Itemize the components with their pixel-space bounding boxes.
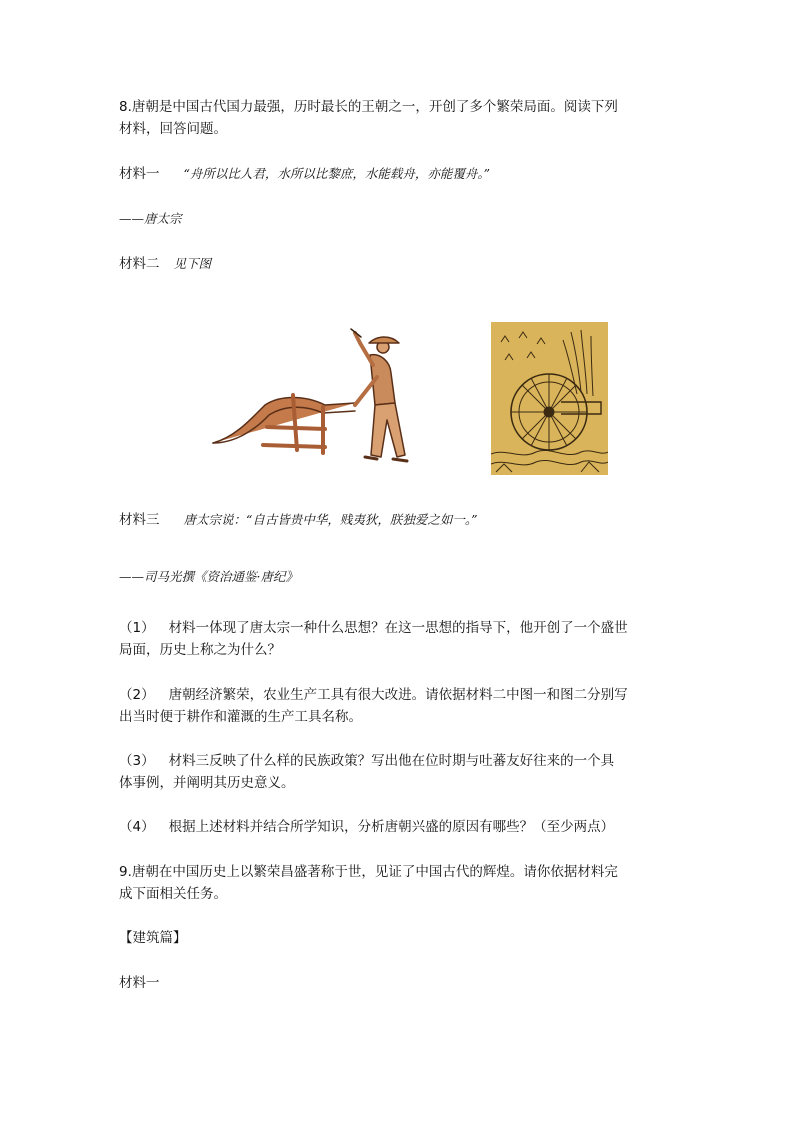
curved-plow-farmer-icon [205,325,425,470]
sub-question-2-number: （2） [119,687,155,703]
sub-question-3-line2: 体事例，并阐明其历史意义。 [119,775,295,791]
section-heading: 【建筑篇】 [119,930,187,946]
material-1-quote: “舟所以比人君，水所以比黎庶，水能载舟，亦能覆舟。” [183,166,491,181]
q9-stem-line2: 成下面相关任务。 [119,886,227,902]
sub-question-2-text: 唐朝经济繁荣，农业生产工具有很大改进。请依据材料二中图一和图二分别写 [168,687,628,703]
material-2-label: 材料二 [119,256,160,272]
material-3-label: 材料三 [119,512,160,528]
sub-question-1-text: 材料一体现了唐太宗一种什么思想？在这一思想的指导下，他开创了一个盛世 [168,620,628,636]
sub-question-3-text: 材料三反映了什么样的民族政策？写出他在位时期与吐蕃友好往来的一个具 [168,753,615,769]
material-2 [119,254,211,274]
tube-waterwheel-icon [491,322,608,475]
sub-question-2-line2: 出当时便于耕作和灌溉的生产工具名称。 [119,709,362,725]
sub-question-4-line1 [119,817,614,837]
sub-question-2-line1 [119,685,628,705]
material-2-text: 见下图 [173,256,212,271]
q9-stem-line1: 9.唐朝在中国历史上以繁荣昌盛著称于世，见证了中国古代的辉煌。请你依据材料完 [119,864,618,880]
sub-question-4-number: （4） [119,819,155,835]
material-1-label: 材料一 [119,166,160,182]
sub-question-1-number: （1） [119,620,155,636]
material-3 [119,510,478,530]
sub-question-3-number: （3） [119,753,155,769]
sub-question-4-text: 根据上述材料并结合所学知识，分析唐朝兴盛的原因有哪些？（至少两点） [168,819,615,835]
q9-material-1-label: 材料一 [119,975,160,991]
material-1 [119,164,490,184]
q8-stem-line2: 材料，回答问题。 [119,121,227,137]
sub-question-3-line1 [119,751,614,771]
material-1-source: ——唐太宗 [119,211,182,226]
sub-question-1-line1 [119,618,628,638]
material-3-source: ——司马光撰《资治通鉴·唐纪》 [119,569,298,584]
q8-stem-line1: 8.唐朝是中国古代国力最强，历时最长的王朝之一，开创了多个繁荣局面。阅读下列 [119,99,618,115]
sub-question-1-line2: 局面，历史上称之为什么？ [119,642,281,658]
material-3-quote: 唐太宗说：“自古皆贵中华，贱夷狄，朕独爱之如一。” [183,512,478,527]
